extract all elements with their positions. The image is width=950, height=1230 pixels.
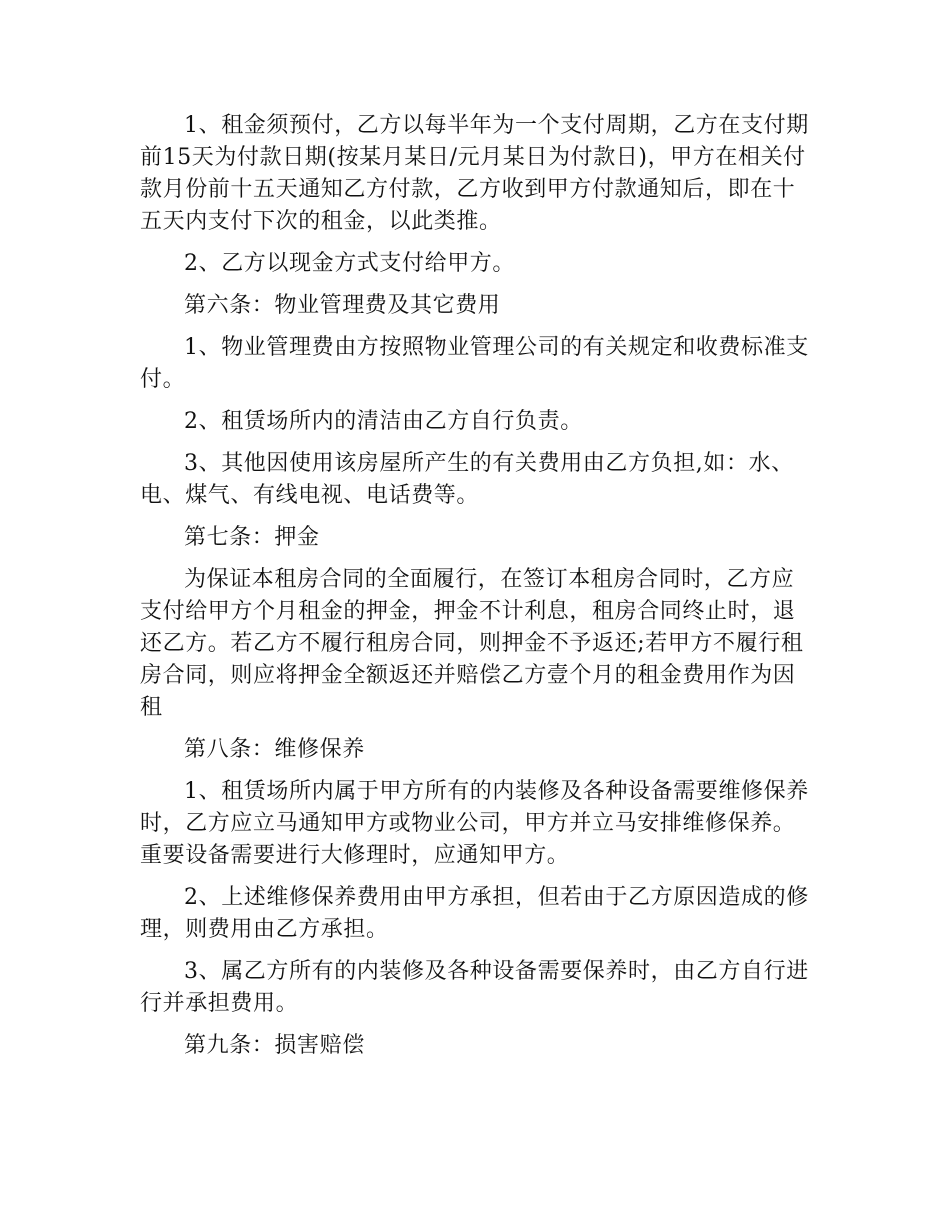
paragraph-cleaning: 2、租赁场所内的清洁由乙方自行负责。 [184, 409, 583, 434]
section-heading-article-6: 第六条：物业管理费及其它费用 [184, 293, 501, 318]
section-heading-article-8: 第八条：维修保养 [184, 737, 365, 762]
paragraph-cash-payment: 2、乙方以现金方式支付给甲方。 [184, 251, 515, 276]
paragraph-other-fees: 3、其他因使用该房屋所产生的有关费用由乙方负担,如：水、电、煤气、有线电视、电话费等。 [140, 451, 794, 508]
paragraph-tenant-equipment: 3、属乙方所有的内装修及各种设备需要保养时，由乙方自行进行并承担费用。 [140, 959, 809, 1016]
section-heading-article-7: 第七条：押金 [184, 525, 320, 550]
paragraph-maintenance-cost: 2、上述维修保养费用由甲方承担，但若由于乙方原因造成的修理，则费用由乙方承担。 [140, 885, 809, 942]
paragraph-maintenance-notice: 1、租赁场所内属于甲方所有的内装修及各种设备需要维修保养时，乙方应立马通知甲方或物业公司，甲方并立马安排维修保养。重要设备需要进行大修理时，应通知甲方。 [140, 779, 809, 868]
section-heading-article-9: 第九条：损害赔偿 [184, 1033, 365, 1058]
paragraph-rent-prepayment: 1、租金须预付，乙方以每半年为一个支付周期，乙方在支付期前15天为付款日期(按某月某日/元月某日为付款日)，甲方在相关付款月份前十五天通知乙方付款，乙方收到甲方付款通知后，即在十五天内支付下次的租金，以此类推。 [140, 113, 809, 234]
paragraph-property-fee: 1、物业管理费由方按照物业管理公司的有关规定和收费标准支付。 [140, 335, 809, 392]
paragraph-deposit: 为保证本租房合同的全面履行，在签订本租房合同时，乙方应支付给甲方个月租金的押金，押金不计利息，租房合同终止时，退还乙方。若乙方不履行租房合同，则押金不予返还;若甲方不履行租房合同，则应将押金全额返还并赔偿乙方壹个月的租金费用作为因租 [140, 567, 804, 720]
document-page [140, 110, 812, 1072]
